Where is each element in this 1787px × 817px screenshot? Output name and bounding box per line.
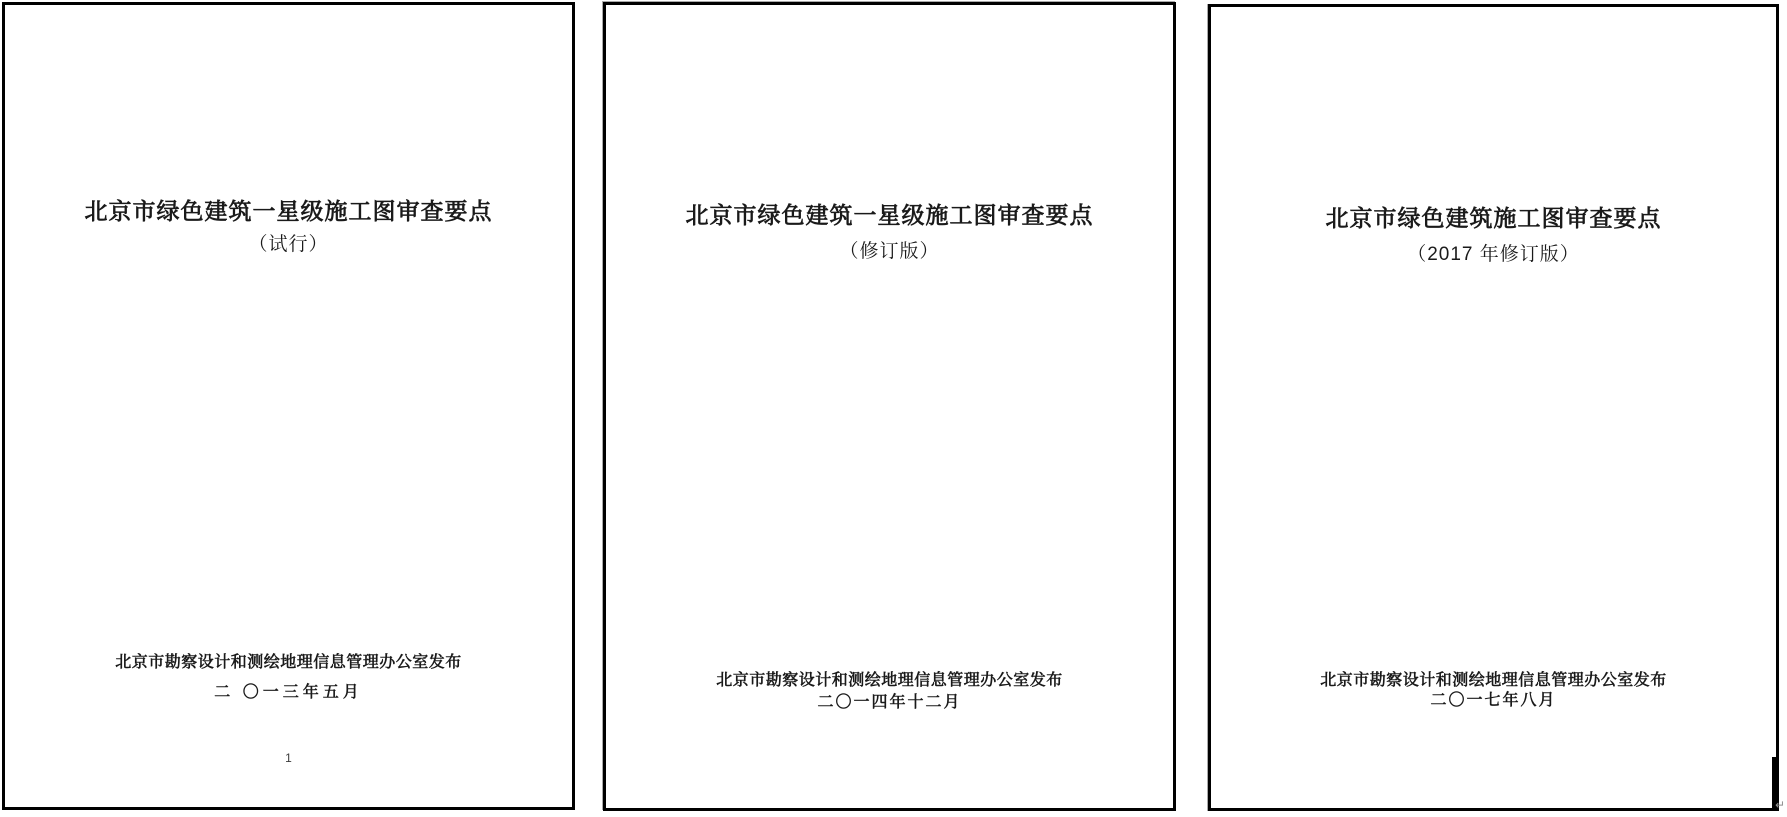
cover-date: 二〇一七年八月 bbox=[1430, 692, 1557, 709]
page-number: 1 bbox=[285, 751, 292, 765]
cover-date: 二〇一四年十二月 bbox=[817, 694, 962, 711]
cover-subtitle: （修订版） bbox=[839, 241, 940, 262]
cover-publisher: 北京市勘察设计和测绘地理信息管理办公室发布 bbox=[115, 654, 462, 671]
paragraph-return-icon: ↵ bbox=[1775, 798, 1786, 812]
cover-title: 北京市绿色建筑一星级施工图审查要点 bbox=[84, 198, 493, 224]
cover-publisher: 北京市勘察设计和测绘地理信息管理办公室发布 bbox=[716, 672, 1063, 689]
cover-title: 北京市绿色建筑施工图审查要点 bbox=[1325, 205, 1662, 231]
document-page-2014-revised bbox=[603, 2, 1176, 811]
cover-subtitle: （试行） bbox=[248, 234, 329, 255]
cover-subtitle: （2017 年修订版） bbox=[1407, 244, 1580, 265]
cover-title: 北京市绿色建筑一星级施工图审查要点 bbox=[685, 202, 1094, 228]
document-page-2017-revised bbox=[1208, 4, 1779, 811]
document-page-2013-trial bbox=[2, 2, 575, 810]
cover-publisher: 北京市勘察设计和测绘地理信息管理办公室发布 bbox=[1320, 672, 1667, 689]
cover-date: 二 〇一三年五月 bbox=[214, 684, 363, 701]
